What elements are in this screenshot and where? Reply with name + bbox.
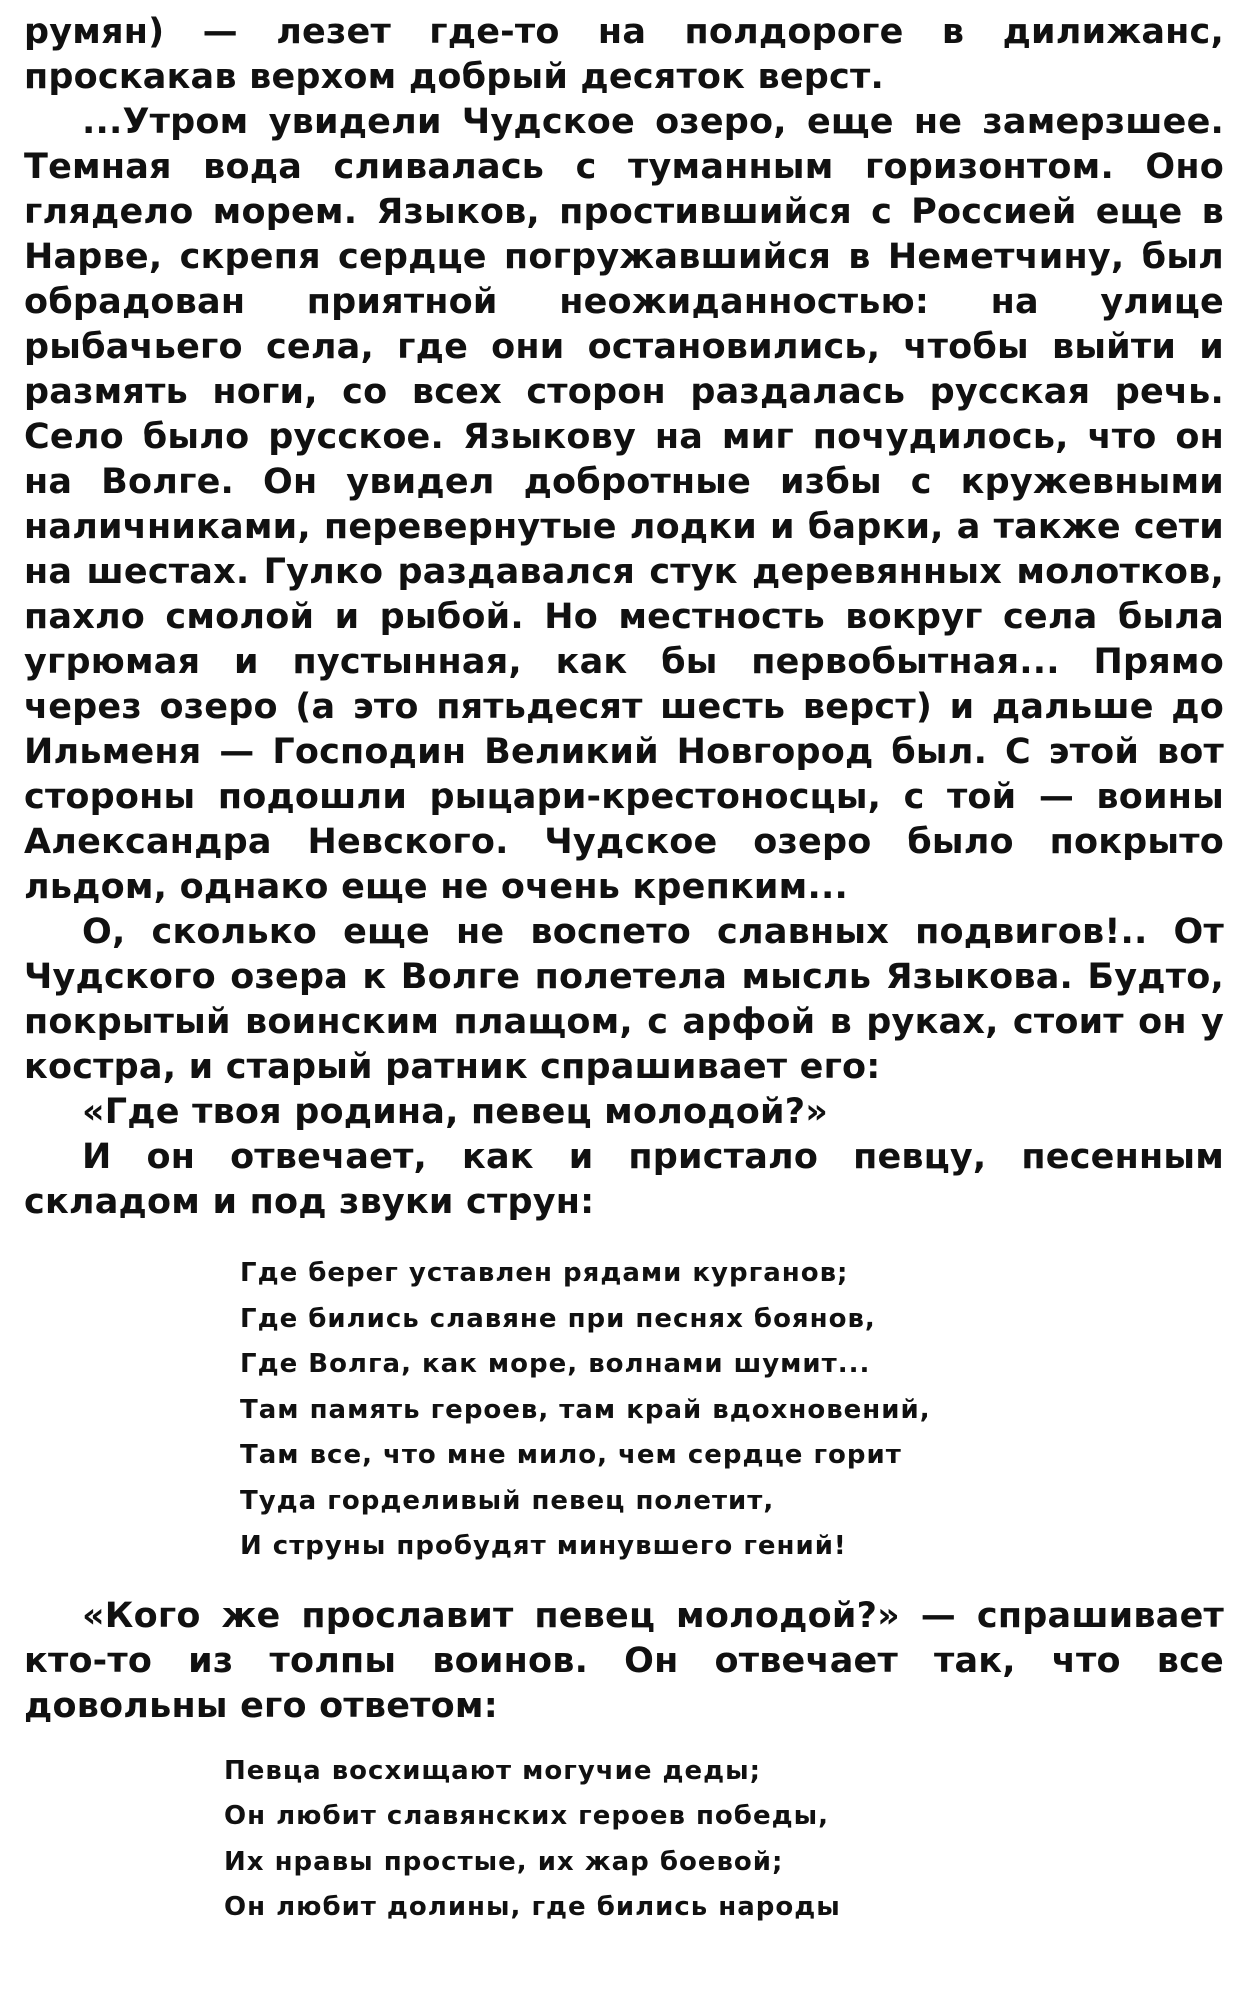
poem-line: Он любит славянских героев победы, — [224, 1801, 829, 1831]
paragraph-continuation: румян) — лезет где-то на полдороге в дилижанс, проскакав верхом добрый десяток верст. — [24, 12, 1224, 97]
paragraph-question: «Где твоя родина, певец молодой?» — [82, 1092, 829, 1132]
poem-line: Там все, что мне мило, чем сердце горит — [240, 1440, 902, 1470]
poem-stanza-homeland — [240, 1251, 1224, 1570]
poem-line: Он любит долины, где бились народы — [224, 1892, 841, 1922]
poem-line: Их нравы простые, их жар боевой; — [224, 1846, 784, 1877]
poem-line: Там память героев, там край вдохновений, — [240, 1394, 931, 1425]
book-page — [24, 10, 1224, 1931]
poem-line: Туда горделивый певец полетит, — [240, 1485, 775, 1516]
paragraph-answer-intro: И он отвечает, как и пристало певцу, песенным складом и под звуки струн: — [24, 1137, 1224, 1222]
poem-line: Где Волга, как море, волнами шумит... — [240, 1349, 871, 1379]
paragraph-chudskoe-lake: ...Утром увидели Чудское озеро, еще не замерзшее. Темная вода сливалась с туманным горизонтом. Оно глядело морем. Языков, простившийся с Россией еще в Нарве, скрепя сердце погружавшийся в Неметчину, был обрадован приятной неожиданностью: на улице рыбачьего села, где они остановились, чтобы выйти и размять ноги, со всех сторон раздалась русская речь. Село было русское. Языкову на миг почудилось, что он на Волге. Он увидел добротные избы с кружевными наличниками, перевернутые лодки и барки, а также сети на шестах. Гулко раздавался стук деревянных молотков, пахло смолой и рыбой. Но местность вокруг села была угрюмая и пустынная, как бы первобытная... Прямо через озеро (а это пятьдесят шесть верст) и дальше до Ильменя — Господин Великий Новгород был. С этой вот стороны подошли рыцари-крестоносцы, с той — воины Александра Невского. Чудское озеро было покрыто льдом, однако еще не очень крепким... — [24, 102, 1224, 907]
poem-stanza-heroes — [224, 1749, 1224, 1931]
paragraph-whom-to-glorify: «Кого же прославит певец молодой?» — спрашивает кто-то из толпы воинов. Он отвечает так, что все довольны его ответом: — [24, 1595, 1224, 1726]
poem-line: Певца восхищают могучие деды; — [224, 1755, 762, 1786]
poem-line: Где бились славяне при песнях боянов, — [240, 1303, 876, 1334]
poem-line: Где берег уставлен рядами курганов; — [240, 1258, 849, 1288]
paragraph-unsung-deeds: О, сколько еще не воспето славных подвигов!.. От Чудского озера к Волге полетела мысль Языкова. Будто, покрытый воинским плащом, с арфой в руках, стоит он у костра, и старый ратник спрашивает его: — [24, 912, 1224, 1087]
poem-line: И струны пробудят минувшего гений! — [240, 1531, 847, 1561]
